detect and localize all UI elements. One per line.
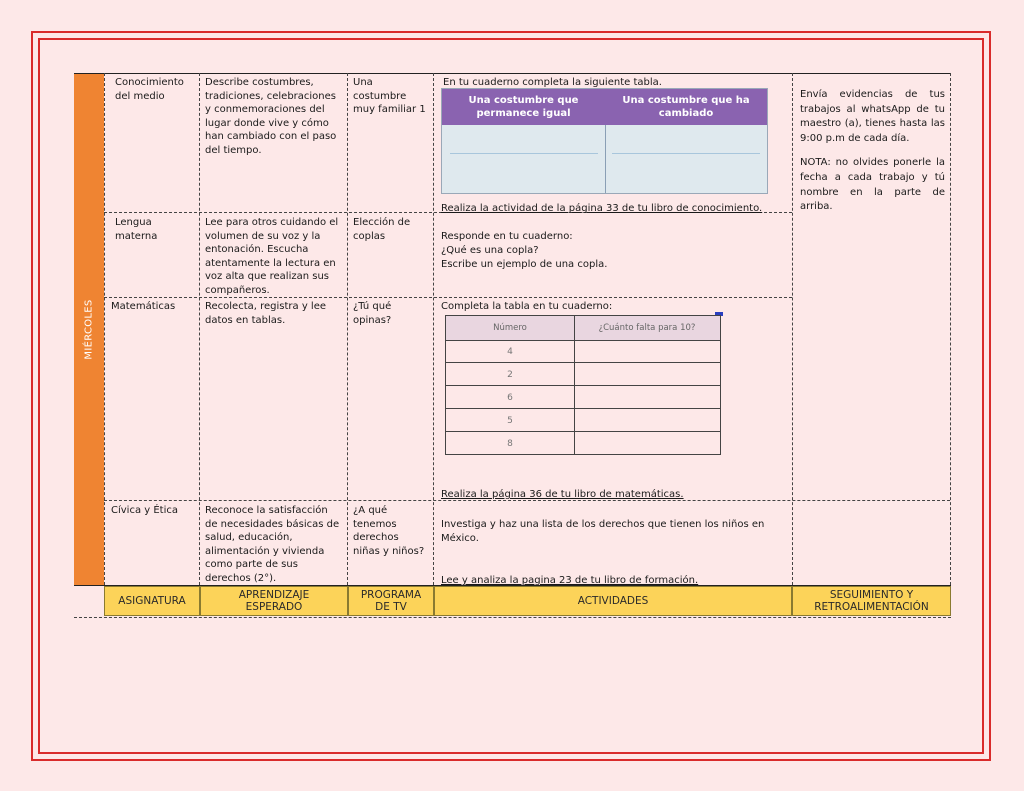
math-number: 5 [507,415,513,426]
math-table-divider [574,316,575,340]
day-label [74,73,104,585]
program-cell: Una costumbre muy familiar 1 [353,77,426,116]
header-subject: ASIGNATURA [104,586,200,616]
activity-note: Realiza la página 36 de tu libro de matemáticas. [441,489,684,500]
activity-intro: En tu cuaderno completa la siguiente tabla. [443,77,662,88]
program-cell: ¿A qué tenemos derechos niñas y niños? [353,505,425,557]
expected-cell: Reconoce la satisfacción de necesidades básicas de salud, educación, alimentación y vivienda como parte de sus derechos (2°). [205,505,340,584]
followup-note: NOTA: no olvides ponerle la fecha a cada trabajo y tú nombre en la parte de arriba. [800,157,945,213]
math-table-divider [574,340,575,362]
activity-note: Realiza la actividad de la página 33 de tu libro de conocimiento. [441,203,763,214]
table-row [446,432,720,455]
expected-cell: Recolecta, registra y lee datos en tablas. [205,301,327,326]
program-cell: Elección de coplas [353,217,411,242]
costumbre-table [441,88,768,194]
table-row [446,340,720,363]
activity-line: Escribe un ejemplo de una copla. [441,259,608,270]
header-program [348,586,434,616]
subject-cell: Lengua materna [115,217,158,242]
header-followup-label: SEGUIMIENTO Y RETROALIMENTACIÓN [814,589,929,613]
followup-text: Envía evidencias de tus trabajos al whatsApp de tu maestro (a), tienes hasta las 9:00 p.m de cada día. [800,89,945,144]
header-program-label: PROGRAMA DE TV [360,589,422,613]
math-table-divider [574,363,575,385]
math-table-divider [574,409,575,431]
activity-intro: Investiga y haz una lista de los derechos que tienen los niños en México. [441,519,765,544]
header-expected-label: APRENDIZAJE ESPERADO [238,589,310,613]
followup-cell [800,88,945,215]
day-label-text: MIÉRCOLES [83,298,95,360]
costumbre-table-divider [605,125,606,193]
activity-note: Lee y analiza la pagina 23 de tu libro de formación. [441,575,699,586]
math-table-divider [574,432,575,455]
math-col2-header: ¿Cuánto falta para 10? [598,323,696,333]
math-number: 4 [507,346,513,357]
math-col1-header: Número [493,323,527,333]
expected-cell: Describe costumbres, tradiciones, celebraciones y conmemoraciones del lugar donde vive y cómo han cambiado con el paso del tiempo. [205,77,337,156]
math-number: 8 [507,438,513,449]
table-row [446,386,720,409]
header-expected [200,586,348,616]
grid-vline [950,73,951,585]
program-cell: ¿Tú qué opinas? [353,301,392,326]
header-activities: ACTIVIDADES [434,586,792,616]
grid-bottom-line [74,617,951,618]
table-row [446,363,720,386]
math-number: 6 [507,392,513,403]
expected-cell: Lee para otros cuidando el volumen de su voz y la entonación. Escucha atentamente la lectura en voz alta que realizan sus compañeros. [205,217,339,296]
activity-intro: Completa la tabla en tu cuaderno: [441,301,613,312]
activity-line: ¿Qué es una copla? [441,245,539,256]
subject-cell: Cívica y Ética [111,505,179,516]
grid-vline [433,73,434,585]
math-table-divider [574,386,575,408]
subject-cell: Conocimiento del medio [115,77,184,102]
math-number: 2 [507,369,513,380]
writing-line [612,153,760,154]
header-followup [792,586,951,616]
costumbre-col1-header: Una costumbre que permanece igual [468,95,579,119]
subject-cell: Matemáticas [111,301,176,312]
writing-line [450,153,598,154]
math-table-head [446,316,720,341]
grid-vline [792,73,793,585]
activity-line: Responde en tu cuaderno: [441,231,573,242]
table-row [446,409,720,432]
costumbre-col2-header: Una costumbre que ha cambiado [622,95,750,119]
math-table [445,315,721,455]
